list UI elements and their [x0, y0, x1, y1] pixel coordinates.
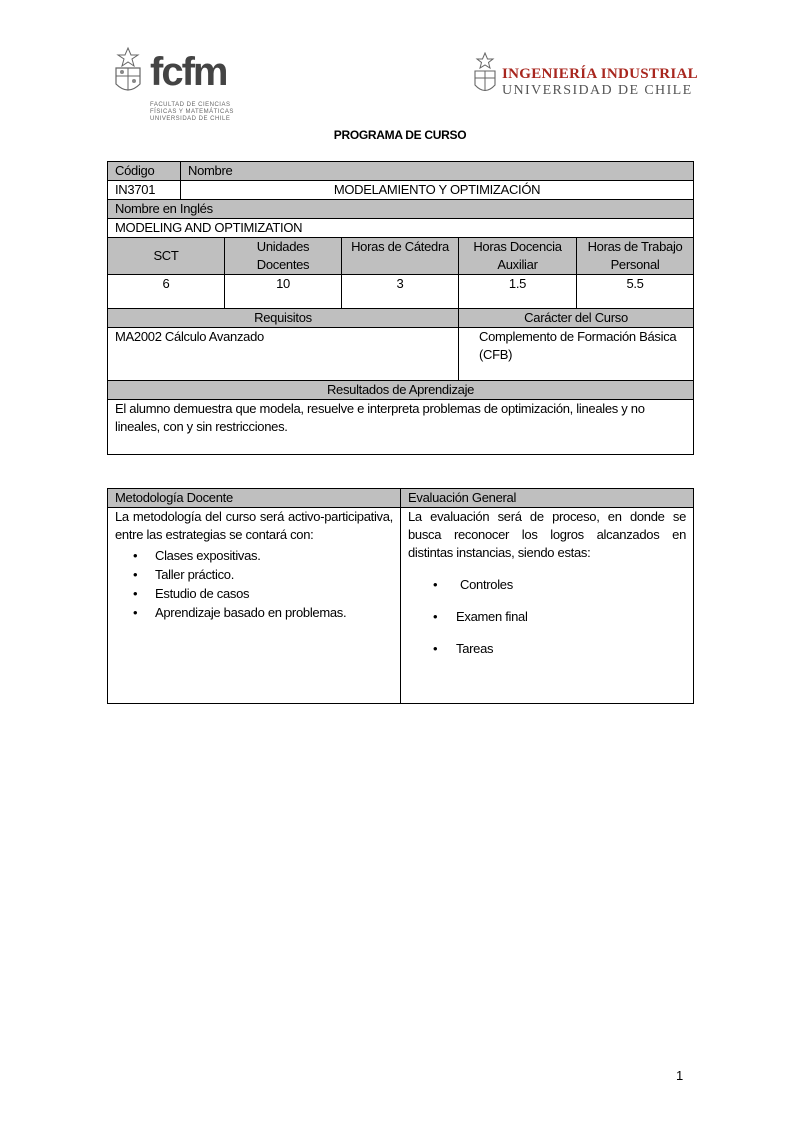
fcfm-logo — [112, 46, 242, 130]
document-title: PROGRAMA DE CURSO — [333, 128, 467, 142]
metodologia-cell — [108, 508, 401, 704]
requisitos-label: Requisitos — [108, 309, 459, 328]
unidades-header: Unidades Docentes — [225, 238, 342, 275]
sct-value: 6 — [108, 275, 225, 309]
horas-personal-header: Horas de Trabajo Personal — [577, 238, 694, 275]
evaluacion-label: Evaluación General — [401, 489, 694, 508]
horas-catedra-header: Horas de Cátedra — [342, 238, 459, 275]
list-item: • Examen final — [456, 607, 686, 626]
metodologia-label: Metodología Docente — [108, 489, 401, 508]
caracter-value: Complemento de Formación Básica (CFB) — [459, 328, 694, 381]
fcfm-subtitle: FACULTAD DE CIENCIAS FÍSICAS Y MATEMÁTICAS UNIVERSIDAD DE CHILE — [150, 102, 234, 122]
page-number: 1 — [676, 1068, 684, 1083]
evaluacion-cell — [401, 508, 694, 704]
horas-catedra-value: 3 — [342, 275, 459, 309]
horas-auxiliar-header: Horas Docencia Auxiliar — [459, 238, 577, 275]
list-item: • Aprendizaje basado en problemas. — [155, 603, 393, 622]
caracter-label: Carácter del Curso — [459, 309, 694, 328]
evaluacion-intro: La evaluación será de proceso, en donde se busca reconocer los logros alcanzados en distintas instancias, siendo estas: — [408, 509, 686, 560]
course-info-table — [107, 161, 694, 455]
fcfm-wordmark: fcfm — [150, 50, 227, 94]
course-code: IN3701 — [108, 181, 181, 200]
unidades-value: 10 — [225, 275, 342, 309]
list-item: • Clases expositivas. — [155, 546, 393, 565]
resultados-label: Resultados de Aprendizaje — [108, 381, 694, 400]
metodologia-intro: La metodología del curso será activo-participativa, entre las estrategias se contará con: — [115, 509, 393, 542]
methodology-evaluation-table — [107, 488, 694, 704]
list-item: • Estudio de casos — [155, 584, 393, 603]
resultados-value: El alumno demuestra que modela, resuelve e interpreta problemas de optimización, lineales y no lineales, con y sin restricciones. — [108, 400, 694, 455]
sct-header: SCT — [108, 238, 225, 275]
list-item: • Controles — [456, 575, 686, 594]
english-name-label: Nombre en Inglés — [108, 200, 694, 219]
list-item: • Taller práctico. — [155, 565, 393, 584]
ingenieria-industrial-logo — [472, 52, 698, 102]
ingenieria-industrial-title: INGENIERÍA INDUSTRIAL — [502, 66, 698, 82]
codigo-label: Código — [108, 162, 181, 181]
course-name: MODELAMIENTO Y OPTIMIZACIÓN — [181, 181, 694, 200]
university-crest-icon — [472, 52, 498, 98]
horas-auxiliar-value: 1.5 — [459, 275, 577, 309]
universidad-de-chile-subtitle: UNIVERSIDAD DE CHILE — [502, 83, 693, 98]
evaluacion-list — [408, 575, 686, 658]
requisitos-value: MA2002 Cálculo Avanzado — [108, 328, 459, 381]
nombre-label: Nombre — [181, 162, 694, 181]
metodologia-list — [115, 546, 393, 622]
english-name: MODELING AND OPTIMIZATION — [108, 219, 694, 238]
university-crest-icon — [112, 46, 144, 98]
horas-personal-value: 5.5 — [577, 275, 694, 309]
list-item: • Tareas — [456, 639, 686, 658]
